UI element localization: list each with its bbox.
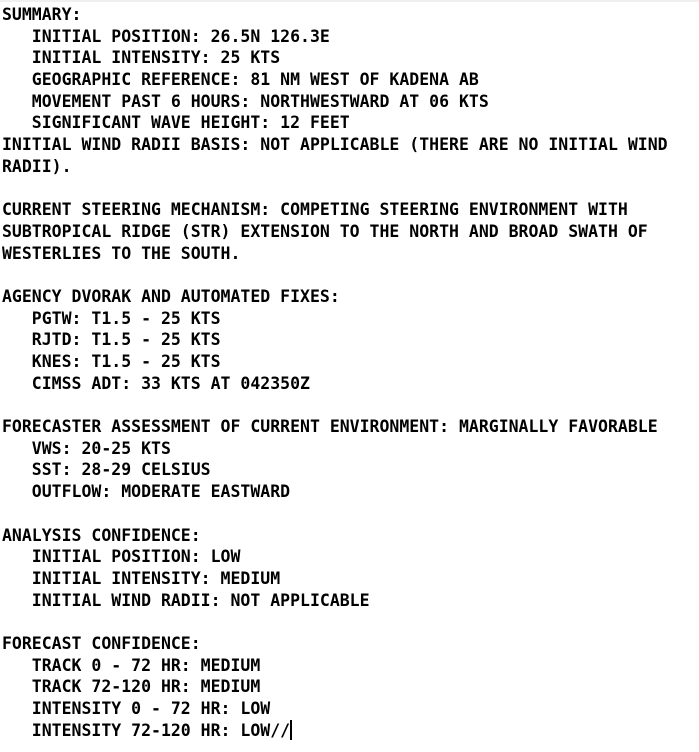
text-line: INITIAL WIND RADII BASIS: NOT APPLICABLE (THERE ARE NO INITIAL WIND: [2, 135, 668, 155]
blank-line: [2, 503, 699, 525]
text-line: SUMMARY:: [2, 5, 82, 24]
text-line: FORECASTER ASSESSMENT OF CURRENT ENVIRONMENT: MARGINALLY FAVORABLE: [2, 417, 658, 437]
blank-line: [2, 611, 699, 633]
text-line: CURRENT STEERING MECHANISM: COMPETING STEERING ENVIRONMENT WITH: [2, 200, 628, 220]
blank-line: [2, 394, 699, 416]
text-line: INITIAL INTENSITY: 25 KTS: [2, 48, 281, 68]
text-line: FORECAST CONFIDENCE:: [2, 633, 201, 653]
text-line: PGTW: T1.5 - 25 KTS: [2, 308, 221, 328]
text-cursor: [290, 720, 292, 740]
blank-line: [2, 264, 699, 286]
text-line: KNES: T1.5 - 25 KTS: [2, 352, 221, 371]
text-line: TRACK 72-120 HR: MEDIUM: [2, 677, 261, 697]
text-line: ANALYSIS CONFIDENCE:: [2, 525, 201, 545]
text-line: INTENSITY 72-120 HR: LOW//: [2, 720, 291, 740]
text-line: SIGNIFICANT WAVE HEIGHT: 12 FEET: [2, 113, 350, 133]
text-line: SUBTROPICAL RIDGE (STR) EXTENSION TO THE NORTH AND BROAD SWATH OF: [2, 221, 648, 241]
text-line: INITIAL INTENSITY: MEDIUM: [2, 568, 281, 588]
text-line: RADII).: [2, 156, 72, 176]
text-line: VWS: 20-25 KTS: [2, 438, 171, 458]
text-line: INITIAL POSITION: 26.5N 126.3E: [2, 26, 330, 46]
blank-line: [2, 178, 699, 200]
text-line: SST: 28-29 CELSIUS: [2, 460, 211, 480]
text-line: TRACK 0 - 72 HR: MEDIUM: [2, 655, 261, 675]
text-editor[interactable]: [0, 2, 699, 752]
text-line: INTENSITY 0 - 72 HR: LOW: [2, 699, 271, 718]
text-line: CIMSS ADT: 33 KTS AT 042350Z: [2, 373, 310, 393]
text-line: GEOGRAPHIC REFERENCE: 81 NM WEST OF KADENA AB: [2, 70, 479, 90]
text-content: [2, 4, 699, 741]
text-line: INITIAL POSITION: LOW: [2, 547, 241, 567]
text-line: INITIAL WIND RADII: NOT APPLICABLE: [2, 590, 370, 610]
text-line: WESTERLIES TO THE SOUTH.: [2, 243, 241, 263]
text-line: RJTD: T1.5 - 25 KTS: [2, 330, 221, 350]
text-line: MOVEMENT PAST 6 HOURS: NORTHWESTWARD AT 06 KTS: [2, 91, 489, 111]
text-line: OUTFLOW: MODERATE EASTWARD: [2, 482, 291, 502]
text-line: AGENCY DVORAK AND AUTOMATED FIXES:: [2, 286, 340, 306]
